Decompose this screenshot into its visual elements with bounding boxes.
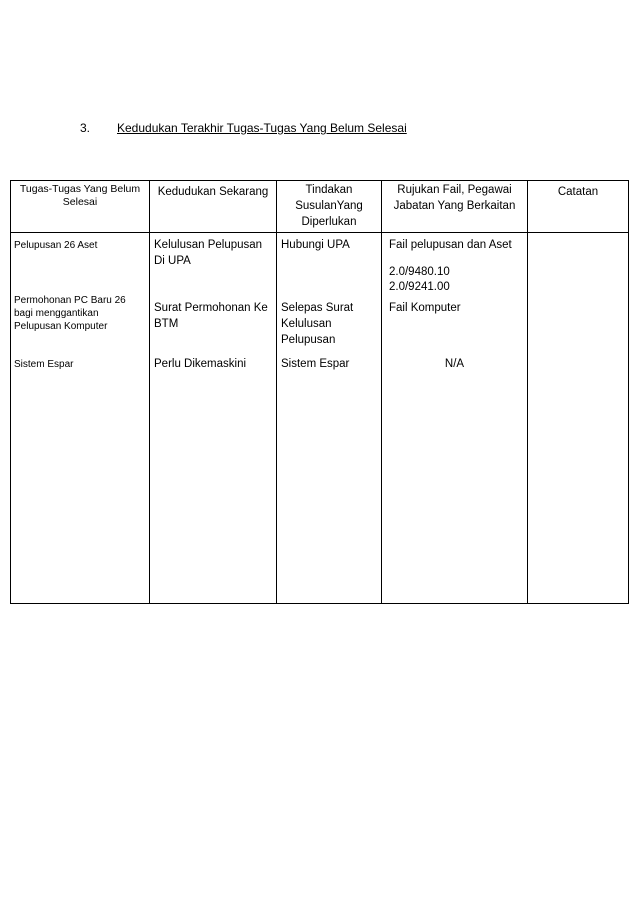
header-tasks bbox=[11, 181, 150, 233]
section-number: 3. bbox=[80, 121, 91, 135]
header-action bbox=[277, 181, 382, 233]
header-tasks-label: Tugas-Tugas Yang Belum Selesai bbox=[19, 183, 141, 208]
reference-1-number-2: 2.0/9241.00 bbox=[389, 281, 450, 293]
outstanding-tasks-table bbox=[10, 180, 629, 604]
status-1: Kelulusan Pelupusan Di UPA bbox=[154, 239, 263, 267]
reference-1-number-1: 2.0/9480.10 bbox=[389, 266, 450, 278]
reference-cell bbox=[382, 233, 528, 604]
action-cell bbox=[277, 233, 382, 604]
section-title: Kedudukan Terakhir Tugas-Tugas Yang Belum Selesai bbox=[117, 121, 407, 135]
header-status-label: Kedudukan Sekarang bbox=[157, 186, 269, 198]
action-2: Selepas Surat Kelulusan Pelupusan bbox=[281, 302, 354, 346]
status-3: Perlu Dikemaskini bbox=[154, 358, 247, 370]
header-reference-label: Rujukan Fail, Pegawai Jabatan Yang Berkaitan bbox=[393, 184, 516, 212]
header-notes-label: Catatan bbox=[557, 186, 599, 198]
reference-1: Fail pelupusan dan Aset bbox=[389, 239, 512, 251]
task-2: Permohonan PC Baru 26 bagi menggantikan Pelupusan Komputer bbox=[14, 295, 126, 332]
action-1: Hubungi UPA bbox=[281, 239, 350, 251]
task-3: Sistem Espar bbox=[14, 359, 74, 370]
header-notes bbox=[528, 181, 629, 233]
reference-2: Fail Komputer bbox=[389, 302, 461, 314]
status-cell bbox=[150, 233, 277, 604]
tasks-cell bbox=[11, 233, 150, 604]
header-action-label: Tindakan SusulanYang Diperlukan bbox=[295, 184, 363, 228]
header-status bbox=[150, 181, 277, 233]
section-heading bbox=[0, 121, 638, 139]
status-2: Surat Permohonan Ke BTM bbox=[154, 302, 268, 330]
header-reference bbox=[382, 181, 528, 233]
task-1: Pelupusan 26 Aset bbox=[14, 240, 98, 251]
notes-cell bbox=[528, 233, 629, 604]
reference-3: N/A bbox=[444, 358, 465, 370]
table-row bbox=[11, 233, 629, 604]
action-3: Sistem Espar bbox=[281, 358, 350, 370]
table-header-row bbox=[11, 181, 629, 233]
